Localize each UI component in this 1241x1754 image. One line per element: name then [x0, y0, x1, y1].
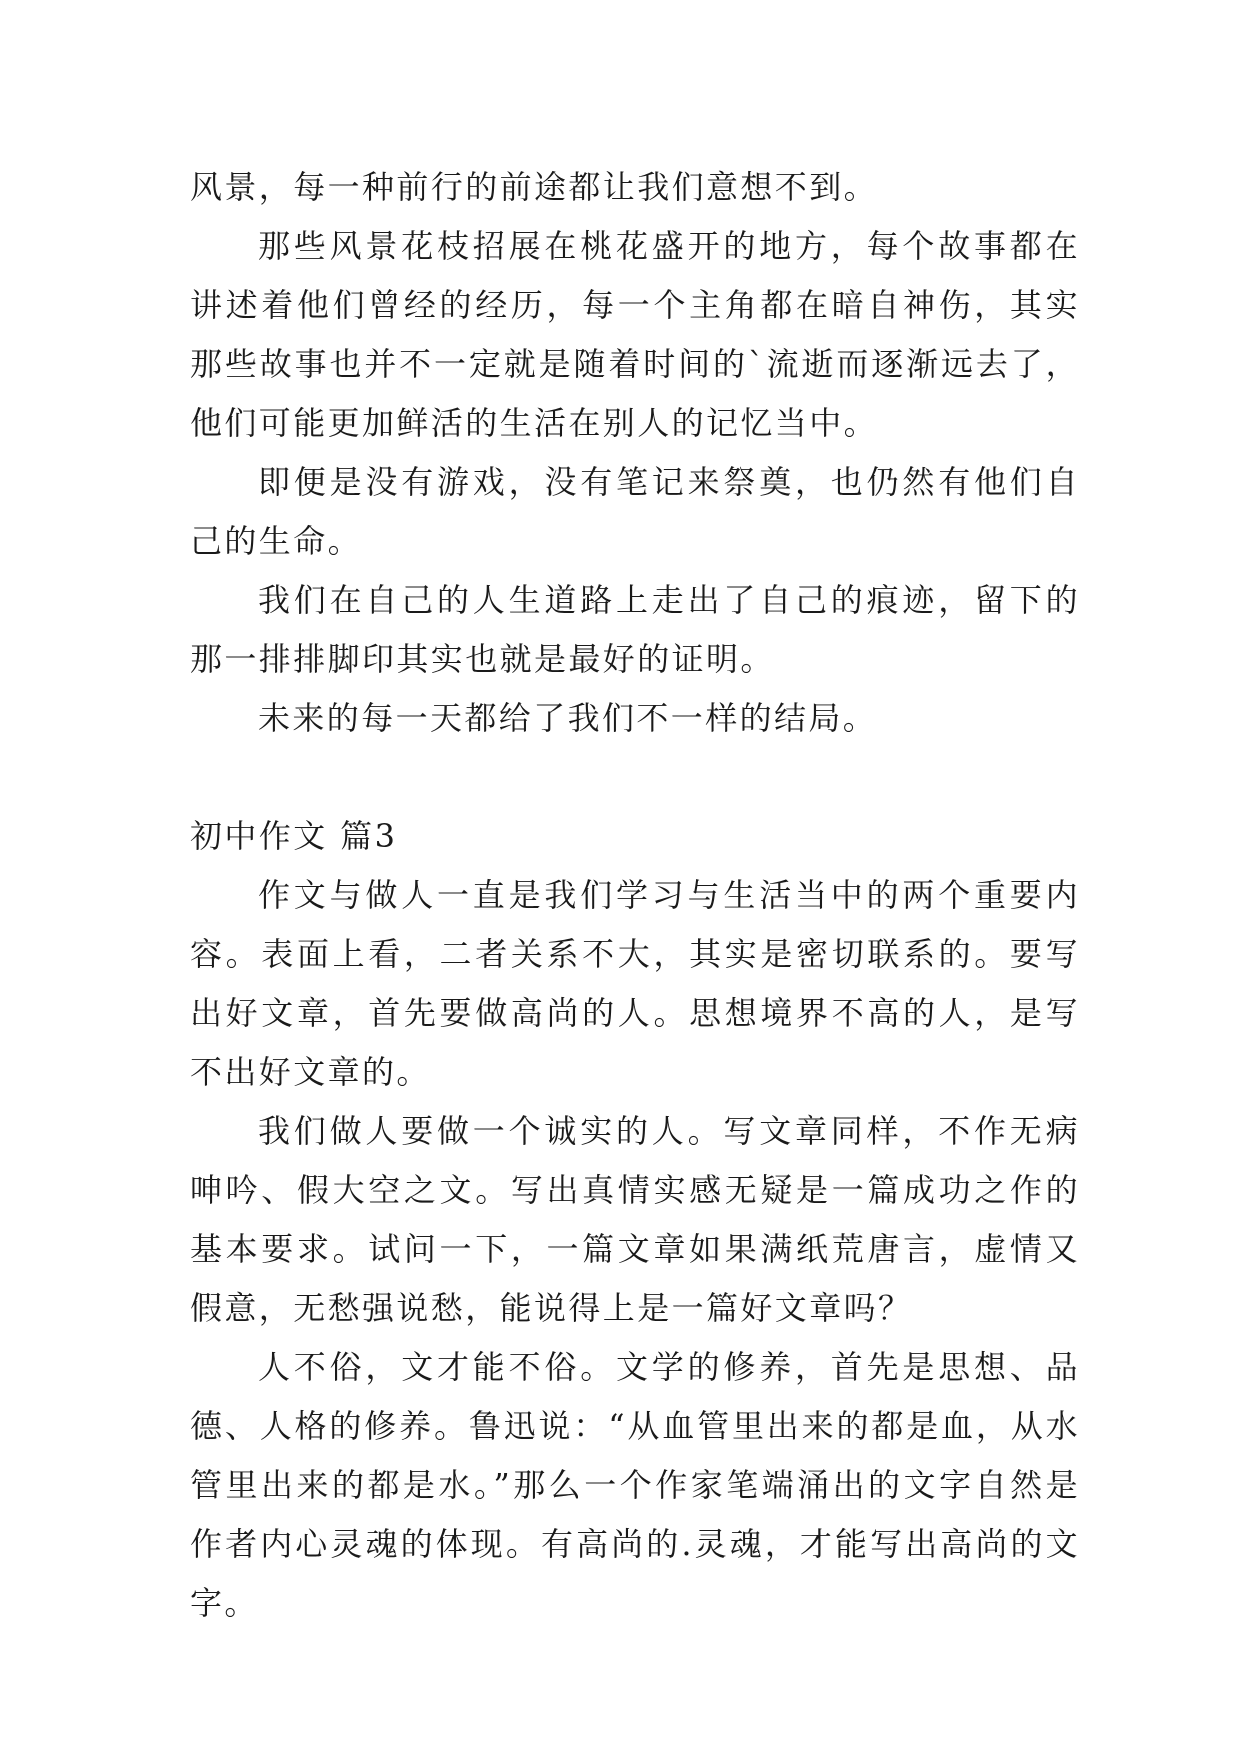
section-heading: 初中作文 篇3: [190, 817, 398, 855]
paragraph: 我们在自己的人生道路上走出了自己的痕迹，留下的那一排排脚印其实也就是最好的证明。: [190, 581, 1080, 678]
section-spacer: [190, 748, 1080, 807]
paragraph: 人不俗，文才能不俗。文学的修养，首先是思想、品德、人格的修养。鲁迅说：“从血管里出来的都是血，从水管里出来的都是水。”那么一个作家笔端涌出的文字自然是作者内心灵魂的体现。有高尚的.灵魂，才能写出高尚的文字。: [190, 1348, 1080, 1622]
paragraph: 我们做人要做一个诚实的人。写文章同样，不作无病呻吟、假大空之文。写出真情实感无疑是一篇成功之作的基本要求。试问一下，一篇文章如果满纸荒唐言，虚情又假意，无愁强说愁，能说得上是一篇好文章吗？: [190, 1112, 1080, 1327]
document-body: [190, 158, 1080, 1633]
paragraph: 作文与做人一直是我们学习与生活当中的两个重要内容。表面上看，二者关系不大，其实是密切联系的。要写出好文章，首先要做高尚的人。思想境界不高的人，是写不出好文章的。: [190, 876, 1080, 1091]
paragraph: 即便是没有游戏，没有笔记来祭奠，也仍然有他们自己的生命。: [190, 463, 1080, 560]
paragraph: 风景，每一种前行的前途都让我们意想不到。: [190, 168, 879, 206]
paragraph: 那些风景花枝招展在桃花盛开的地方，每个故事都在讲述着他们曾经的经历，每一个主角都在暗自神伤，其实那些故事也并不一定就是随着时间的`流逝而逐渐远去了，他们可能更加鲜活的生活在别人的记忆当中。: [190, 227, 1080, 442]
paragraph: 未来的每一天都给了我们不一样的结局。: [258, 699, 878, 737]
